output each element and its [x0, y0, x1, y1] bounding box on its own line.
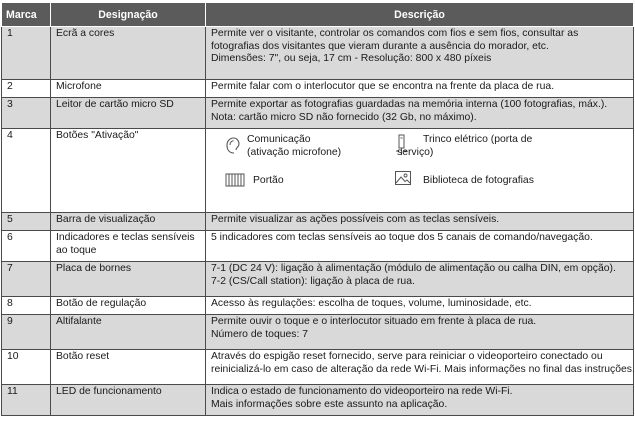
marca-cell: 11 [2, 385, 51, 416]
designacao-cell [51, 80, 206, 98]
descricao-line: Através do espigão reset fornecido, serve para reiniciar o videoporteiro conectado ou [211, 351, 603, 362]
table-row [2, 385, 634, 416]
gate-label-line: Portão [253, 175, 284, 186]
designacao-cell [51, 98, 206, 129]
designacao-line: Barra de visualização [56, 214, 156, 225]
descricao-cell [206, 350, 634, 385]
marca-cell: 1 [2, 27, 51, 80]
descricao-line: 7-1 (DC 24 V): ligação à alimentação (módulo de alimentação ou calha DIN, em opção). [211, 263, 616, 274]
table-row [2, 297, 634, 315]
communication-label-line: Comunicação [247, 134, 311, 145]
descricao-cell [206, 80, 634, 98]
descricao-line: Permite ouvir o toque e o interlocutor situado em frente à placa de rua. [211, 316, 537, 327]
designacao-cell [51, 297, 206, 315]
features-table [1, 2, 634, 416]
photo-gallery-label-line: Biblioteca de fotografias [423, 175, 534, 186]
header-marca: Marca [2, 3, 51, 27]
header-row [2, 3, 634, 27]
designacao-line: Indicadores e teclas sensíveis [56, 232, 195, 243]
descricao-line: Permite falar com o interlocutor que se encontra na frente da placa de rua. [211, 81, 555, 92]
descricao-line: Dimensões: 7", ou seja, 17 cm - Resolução: 800 x 480 píxeis [211, 53, 492, 65]
descricao-line: Acesso às regulações: escolha de toques, volume, luminosidade, etc. [211, 298, 532, 309]
table-row [2, 350, 634, 385]
marca-cell: 9 [2, 315, 51, 350]
activation-icons-grid [211, 130, 629, 210]
table-row [2, 129, 634, 213]
descricao-line: Permite ver o visitante, controlar os comandos com fios e sem fios, consultar as [211, 28, 579, 39]
photo-gallery-icon [394, 169, 412, 187]
descricao-cell [206, 98, 634, 129]
designacao-line: Botão reset [56, 351, 110, 362]
table-row [2, 315, 634, 350]
gate-icon [225, 172, 245, 188]
marca-cell: 4 [2, 129, 51, 213]
marca-cell: 8 [2, 297, 51, 315]
table-row [2, 262, 634, 297]
descricao-cell [206, 262, 634, 297]
marca-cell: 10 [2, 350, 51, 385]
descricao-line: Permite visualizar as ações possíveis com as teclas sensíveis. [211, 214, 500, 225]
descricao-line: Número de toques: 7 [211, 328, 309, 340]
descricao-cell [206, 297, 634, 315]
door-strike-label-line: Trinco elétrico (porta de [423, 134, 533, 145]
designacao-line: ao toque [56, 244, 97, 256]
descricao-line: Permite exportar as fotografias guardadas na memória interna (100 fotografias, máx.). [211, 99, 608, 110]
designacao-cell [51, 213, 206, 231]
descricao-line: fotografias dos visitantes que vieram durante a ausência do morador, etc. [211, 40, 549, 52]
designacao-line: Ecrã a cores [56, 28, 115, 39]
descricao-cell [206, 315, 634, 350]
marca-cell: 5 [2, 213, 51, 231]
designacao-line: Botões "Ativação" [56, 130, 139, 141]
door-strike-label [397, 134, 533, 159]
descricao-line: 5 indicadores com teclas sensíveis ao toque dos 5 canais de comando/navegação. [211, 232, 593, 243]
designacao-cell [51, 27, 206, 80]
designacao-line: Botão de regulação [56, 298, 147, 309]
designacao-line: Placa de bornes [56, 263, 132, 274]
table-row [2, 231, 634, 262]
descricao-line: Nota: cartão micro SD não fornecido (32 Gb, no máximo). [211, 111, 477, 123]
header-designacao: Designação [51, 3, 206, 27]
communication-label [247, 134, 341, 159]
marca-cell: 2 [2, 80, 51, 98]
marca-cell: 3 [2, 98, 51, 129]
table-row [2, 27, 634, 80]
header-descricao: Descrição [206, 3, 634, 27]
designacao-cell [51, 262, 206, 297]
designacao-line: Microfone [56, 81, 102, 92]
designacao-cell [51, 129, 206, 213]
descricao-cell [206, 231, 634, 262]
descricao-line: Indica o estado de funcionamento do videoporteiro na rede Wi-Fi. [211, 386, 513, 397]
table-row [2, 80, 634, 98]
table-row [2, 213, 634, 231]
descricao-line: reinicializá-lo em caso de alteração da rede Wi-Fi. Mais informações no final das instruções. [211, 363, 635, 375]
descricao-line: Mais informações sobre este assunto na aplicação. [211, 398, 448, 410]
descricao-cell [206, 385, 634, 416]
designacao-line: LED de funcionamento [56, 386, 162, 397]
descricao-cell [206, 27, 634, 80]
table-row [2, 98, 634, 129]
marca-cell: 6 [2, 231, 51, 262]
descricao-cell [206, 129, 634, 213]
communication-label-line: (ativação microfone) [247, 146, 342, 158]
descricao-line: 7-2 (CS/Call station): ligação à placa de rua. [211, 275, 415, 287]
designacao-cell [51, 350, 206, 385]
gate-label [253, 175, 284, 188]
descricao-cell [206, 213, 634, 231]
designacao-line: Leitor de cartão micro SD [56, 99, 174, 110]
designacao-cell [51, 231, 206, 262]
marca-cell: 7 [2, 262, 51, 297]
designacao-line: Altifalante [56, 316, 102, 327]
designacao-cell [51, 315, 206, 350]
communication-icon [225, 136, 241, 156]
photo-gallery-label [423, 175, 534, 188]
door-strike-label-line: serviço) [397, 146, 434, 158]
designacao-cell [51, 385, 206, 416]
